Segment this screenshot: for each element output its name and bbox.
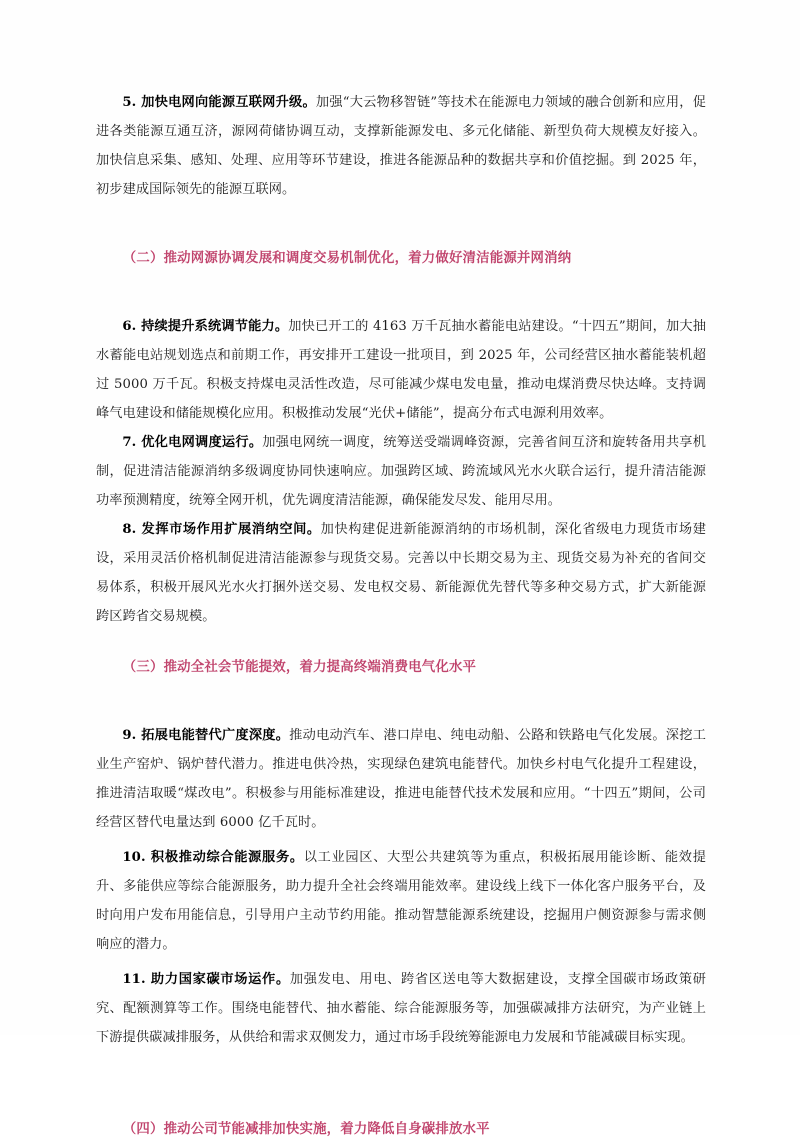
section-heading-4: （四）推动公司节能减排加快实施，着力降低自身碳排放水平 bbox=[122, 1121, 490, 1137]
paragraph-5 bbox=[96, 88, 706, 204]
spacer bbox=[96, 1088, 706, 1115]
paragraph-8-body: 加快构建促进新能源消纳的市场机制，深化省级电力现货市场建设，采用灵活价格机制促进清洁能源参与现货交易。完善以中长期交易为主、现货交易为补充的省间交易体系，积极开展风光水火打捆外送交易、发电权交易、新能源优先替代等多种交易方式，扩大新能源跨区跨省交易规模。 bbox=[96, 522, 706, 624]
document-content bbox=[96, 88, 706, 1143]
spacer bbox=[96, 631, 706, 653]
spacer bbox=[96, 204, 706, 244]
section-heading-2: （二）推动网源协调发展和调度交易机制优化，着力做好清洁能源并网消纳 bbox=[122, 250, 572, 266]
paragraph-8 bbox=[96, 515, 706, 631]
paragraph-8-lead: 8. 发挥市场作用扩展消纳空间。 bbox=[122, 522, 321, 537]
paragraph-9-body: 推动电动汽车、港口岸电、纯电动船、公路和铁路电气化发展。深挖工业生产窑炉、锅炉替代潜力。推进电供冷热，实现绿色建筑电能替代。加快乡村电气化提升工程建设，推进清洁取暖“煤改电”。积极参与用能标准建设，推进电能替代技术发展和应用。“十四五”期间，公司经营区替代电量达到 6000 亿千瓦时。 bbox=[96, 728, 706, 830]
paragraph-5-lead: 5. 加快电网向能源互联网升级。 bbox=[122, 95, 316, 110]
spacer bbox=[96, 1052, 706, 1088]
paragraph-9-lead: 9. 拓展电能替代广度深度。 bbox=[122, 728, 290, 743]
paragraph-7-body: 加强电网统一调度，统筹送受端调峰资源，完善省间互济和旋转备用共享机制，促进清洁能源消纳多级调度协同快速响应。加强跨区域、跨流域风光水火联合运行，提升清洁能源功率预测精度，统筹全网开机，优先调度清洁能源，确保能发尽发、能用尽用。 bbox=[96, 435, 707, 508]
paragraph-6-body: 加快已开工的 4163 万千瓦抽水蓄能电站建设。“十四五”期间，加大抽水蓄能电站规划选点和前期工作，再安排开工建设一批项目，到 2025 年，公司经营区抽水蓄能装机超过 5000 万千瓦。积极支持煤电灵活性改造，尽可能减少煤电发电量，推动电煤消费尽快达峰。支持调峰气电建设和储能规模化应用。积极推动发展“光伏+储能”，提高分布式电源利用效率。 bbox=[96, 319, 706, 421]
paragraph-11-body: 加强发电、用电、跨省区送电等大数据建设，支撑全国碳市场政策研究、配额测算等工作。围绕电能替代、抽水蓄能、综合能源服务等，加强碳减排方法研究，为产业链上下游提供碳减排服务，从供给和需求双侧发力，通过市场手段统筹能源电力发展和节能减碳目标实现。 bbox=[96, 972, 707, 1045]
paragraph-10 bbox=[96, 843, 706, 959]
paragraph-7 bbox=[96, 428, 706, 515]
paragraph-11 bbox=[96, 965, 706, 1052]
section-heading-3: （三）推动全社会节能提效，着力提高终端消费电气化水平 bbox=[122, 659, 477, 675]
paragraph-9 bbox=[96, 721, 706, 837]
spacer bbox=[96, 681, 706, 721]
spacer bbox=[96, 272, 706, 312]
paragraph-6 bbox=[96, 312, 706, 428]
paragraph-5-body: 加强“大云物移智链”等技术在能源电力领域的融合创新和应用，促进各类能源互通互济，源网荷储协调互动，支撑新能源发电、多元化储能、新型负荷大规模友好接入。加快信息采集、感知、处理、应用等环节建设，推进各能源品种的数据共享和价值挖掘。到 2025 年，初步建成国际领先的能源互联网。 bbox=[96, 95, 706, 197]
paragraph-10-body: 以工业园区、大型公共建筑等为重点，积极拓展用能诊断、能效提升、多能供应等综合能源服务，助力提升全社会终端用能效率。建设线上线下一体化客户服务平台，及时向用户发布用能信息，引导用户主动节约用能。推动智慧能源系统建设，挖掘用户侧资源参与需求侧响应的潜力。 bbox=[96, 850, 706, 952]
paragraph-10-lead: 10. 积极推动综合能源服务。 bbox=[122, 850, 304, 865]
paragraph-11-lead: 11. 助力国家碳市场运作。 bbox=[122, 972, 290, 987]
paragraph-6-lead: 6. 持续提升系统调节能力。 bbox=[122, 319, 289, 334]
paragraph-7-lead: 7. 优化电网调度运行。 bbox=[122, 435, 263, 450]
